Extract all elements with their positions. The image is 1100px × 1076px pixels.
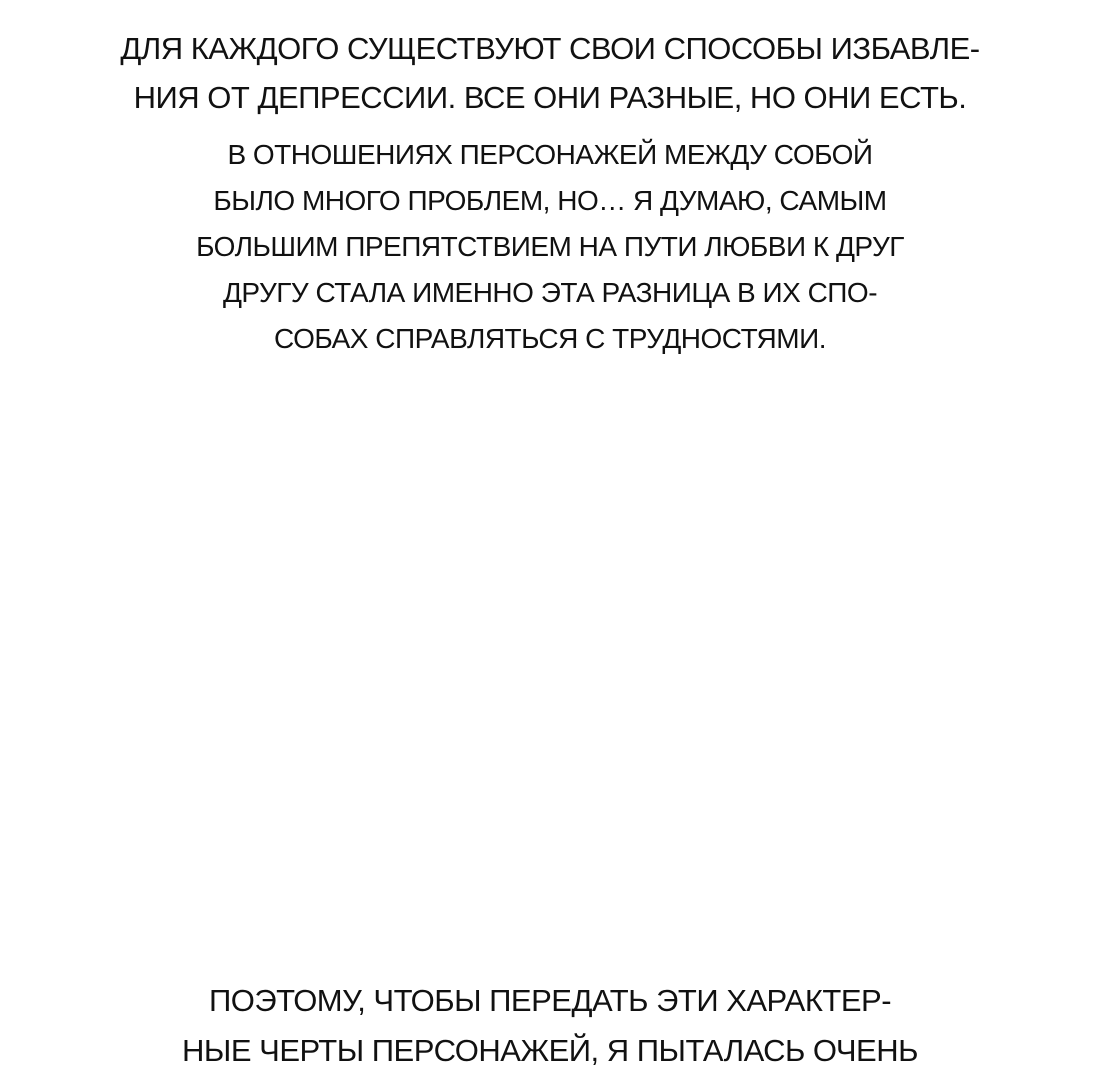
intro-text-block [0,24,1100,122]
bottom-line: НЫЕ ЧЕРТЫ ПЕРСОНАЖЕЙ, Я ПЫТАЛАСЬ ОЧЕНЬ [182,1033,918,1068]
intro-line: НИЯ ОТ ДЕПРЕССИИ. ВСЕ ОНИ РАЗНЫЕ, НО ОНИ ЕСТЬ. [133,80,967,115]
bottom-text-block [0,976,1100,1076]
middle-line: БЫЛО МНОГО ПРОБЛЕМ, НО… Я ДУМАЮ, САМЫМ [213,185,887,216]
middle-text-block [0,132,1100,362]
middle-line: В ОТНОШЕНИЯХ ПЕРСОНАЖЕЙ МЕЖДУ СОБОЙ [227,139,873,170]
middle-line: СОБАХ СПРАВЛЯТЬСЯ С ТРУДНОСТЯМИ. [273,323,827,354]
middle-line: БОЛЬШИМ ПРЕПЯТСТВИЕМ НА ПУТИ ЛЮБВИ К ДРУГ [196,231,904,262]
middle-line: ДРУГУ СТАЛА ИМЕННО ЭТА РАЗНИЦА В ИХ СПО- [222,277,878,308]
bottom-line: ПОЭТОМУ, ЧТОБЫ ПЕРЕДАТЬ ЭТИ ХАРАКТЕР- [208,983,892,1018]
intro-line: ДЛЯ КАЖДОГО СУЩЕСТВУЮТ СВОИ СПОСОБЫ ИЗБАВЛЕ- [120,31,980,66]
